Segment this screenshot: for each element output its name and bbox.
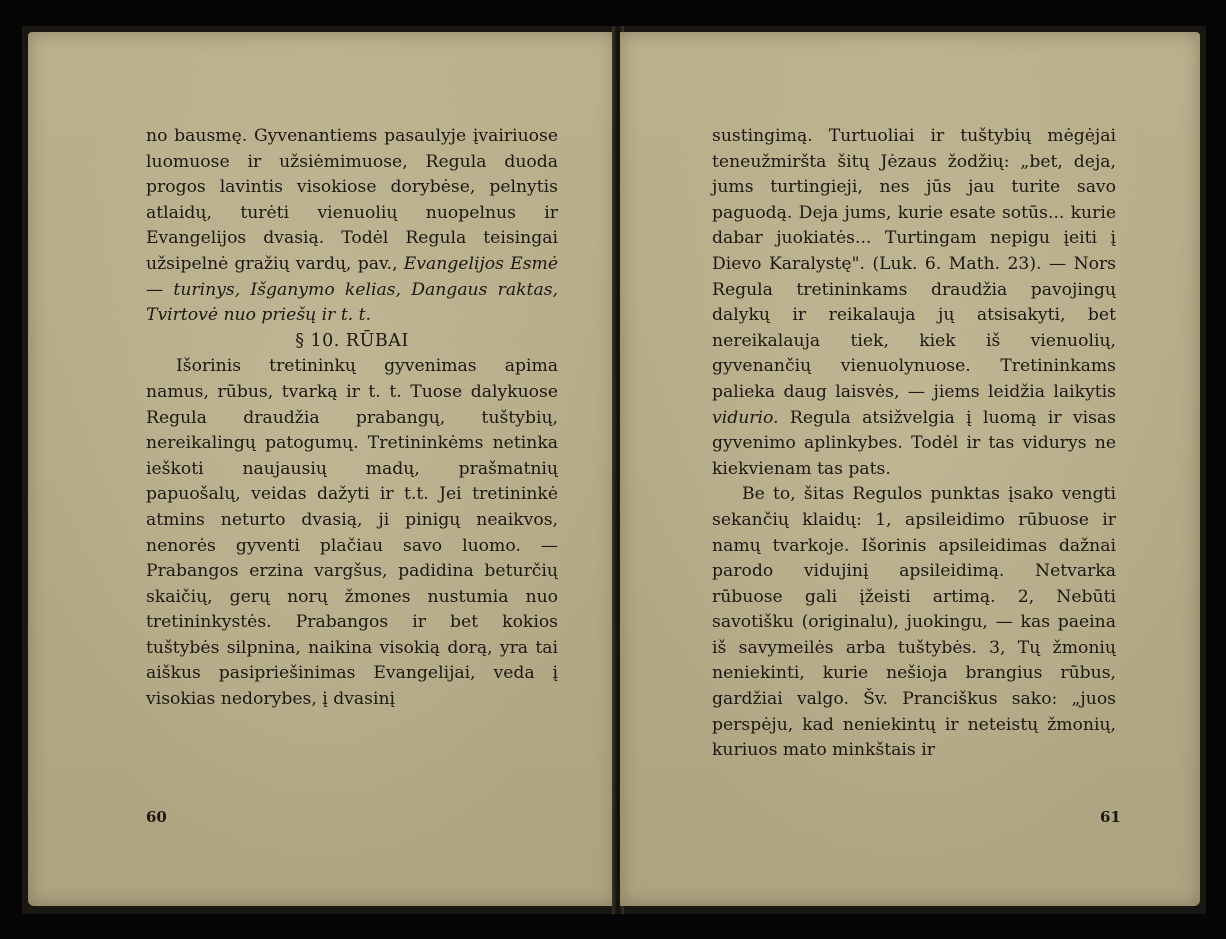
left-page — [28, 32, 616, 906]
page-number: 61 — [1100, 808, 1121, 826]
section-heading: § 10. RŪBAI — [295, 330, 409, 351]
italic-text: vidurio. — [712, 407, 779, 428]
book-spread — [22, 26, 1206, 914]
italic-text: Evangelijos Esmė — turinys, Išganymo kelias, Dangaus raktas, Tvirtovė nuo priešų ir t. t. — [146, 253, 558, 326]
right-page — [620, 32, 1200, 906]
paragraph: Išorinis tretininkų gyvenimas apima namus, rūbus, tvarką ir t. t. Tuose dalykuose Regula draudžia prabangų, tuštybių, nereikalingų patogumų. Tretininkėms netinka ieškoti naujausių madų, prašmatnių papuošalų, veidas dažyti ir t.t. Jei tretininkė atmins neturto dvasią, ji pinigų neaikvos, nenorės gyventi plačiau savo luomo. — Prabangos erzina vargšus, padidina beturčių skaičių, gerų norų žmones nustumia nuo tretininkystės. Prabangos ir bet kokios tuštybės silpnina, naikina visokią dorą, yra tai aiškus pasipriešinimas Evangelijai, veda į visokias nedorybes, į dvasinį — [146, 356, 558, 710]
paragraph — [712, 124, 1116, 482]
paragraph-text: sustingimą. Turtuoliai ir tuštybių mėgėjai teneužmiršta šitų Jėzaus žodžių: „bet, deja, jums turtingieji, nes jūs jau turite savo paguodą. Deja jums, kurie esate sotūs... kurie dabar juokiatės... Turtingam nepigu įeiti į Dievo Karalystę". (Luk. 6. Math. 23). — Nors Regula tretininkams draudžia pavojingų dalykų ir reikalauja jų atsisakyti, bet nereikalauja tiek, kiek iš vienuolių, gyvenančių vienuolynuose. Tretininkams palieka daug laisvės, — jiems leidžia laikytis — [712, 126, 1116, 402]
left-page-text — [146, 124, 558, 713]
right-page-text — [712, 124, 1116, 764]
page-number: 60 — [146, 808, 167, 826]
paragraph: Be to, šitas Regulos punktas įsako vengti sekančių klaidų: 1, apsileidimo rūbuose ir namų tvarkoje. Išorinis apsileidimas dažnai parodo vidujinį apsileidimą. Netvarka rūbuose gali įžeisti artimą. 2, Nebūti savotišku (originalu), juokingu, — kas paeina iš savymeilės arba tuštybės. 3, Tų žmonių neniekinti, kurie nešioja brangius rūbus, gardžiai valgo. Šv. Pranciškus sako: „juos perspėju, kad neniekintų ir neteistų žmonių, kuriuos mato minkštais ir — [712, 484, 1116, 761]
paragraph-text: no bausmę. Gyvenantiems pasaulyje įvairiuose luomuose ir užsiėmimuose, Regula duoda progos lavintis visokiose dorybėse, pelnytis atlaidų, turėti vienuolių nuopelnus ir Evangelijos dvasią. Todėl Regula teisingai užsipelnė gražių vardų, pav., — [146, 126, 558, 274]
paragraph-text: Regula atsižvelgia į luomą ir visas gyvenimo aplinkybes. Todėl ir tas vidurys ne kiekvienam tas pats. — [712, 407, 1116, 479]
paragraph — [146, 124, 558, 329]
